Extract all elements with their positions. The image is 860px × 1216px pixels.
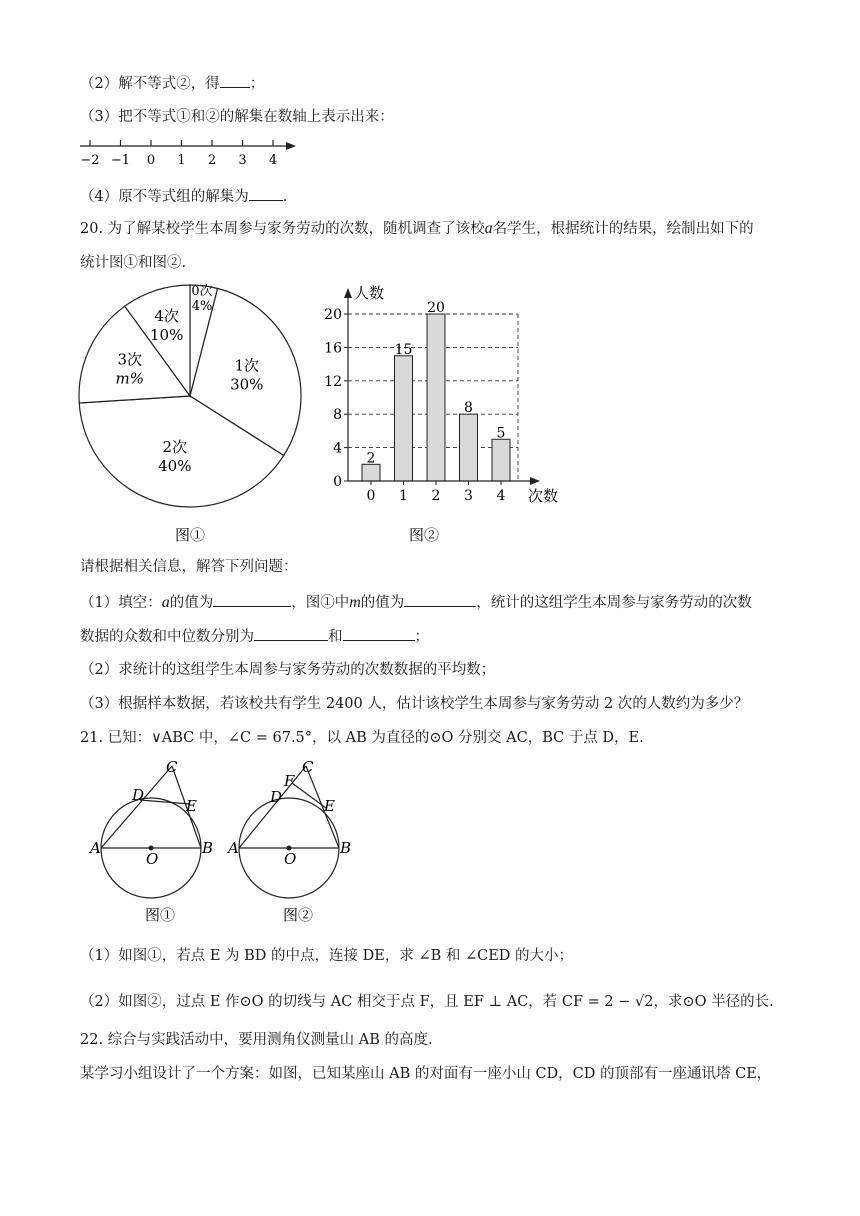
sub1-line2-a: 数据的众数和中位数分别为 [80,629,254,645]
q22-stem: 22. 综合与实践活动中，要用测角仪测量山 AB 的高度. [80,1032,433,1048]
q20-stem-b: 名学生，根据统计的结果，绘制出如下的 [492,221,754,237]
answer-blank [213,592,291,607]
pie-slice-label: 0次 [191,284,213,299]
label-f: F [284,772,295,790]
q19-part2 [80,73,264,94]
label-c: C [302,758,314,776]
var-a: a [161,594,170,611]
pie-slice-pct: 10% [150,326,184,345]
axis-tick-label: −2 [80,153,100,168]
q19-part4-text: （4）原不等式组的解集为 [80,189,249,205]
y-tick-label: 16 [324,340,342,357]
label-a: A [228,839,239,857]
x-tick-label: 0 [366,488,376,504]
label-b: B [340,839,352,857]
axis-tick-label: 0 [146,153,156,168]
pie-slice-pct: m% [115,369,144,388]
bar [395,356,413,481]
pie-slice-label: 4次 [154,307,179,326]
x-tick-label: 3 [464,488,473,504]
x-tick-label: 4 [496,488,506,504]
number-line [74,136,304,170]
label-e: E [324,797,335,815]
bar-value-label: 15 [394,341,413,358]
var-m: m [349,594,361,611]
axis-tick-label: 2 [207,153,217,168]
q20-sub2: （2）求统计的这组学生本周参与家务劳动的次数数据的平均数； [80,662,496,678]
pie-slice-pct: 4% [191,299,213,314]
punct: ； [249,76,265,92]
q21-sub2: （2）如图②，过点 E 作⊙O 的切线与 AC 相交于点 F，且 EF ⊥ AC，若 CF = 2 − √2，求⊙O 半径的长. [80,994,774,1010]
q20-sub3: （3）根据样本数据，若该校共有学生 2400 人，估计该校学生本周参与家务劳动 2 次的人数约为多少？ [80,696,749,712]
q20-stem-a: 20. 为了解某校学生本周参与家务劳动的次数，随机调查了该校 [80,221,485,237]
x-tick-label: 1 [399,488,408,504]
bar-value-label: 5 [496,425,506,442]
label-c: C [166,758,178,776]
q20-stem-line2: 统计图①和图②. [80,255,187,271]
y-tick-label: 0 [333,474,342,490]
y-axis-arrow [344,288,352,298]
y-axis-label: 人数 [354,284,385,302]
y-tick-label: 12 [324,373,342,390]
label-e: E [186,797,197,815]
label-o: O [146,850,159,868]
x-tick-label: 2 [431,488,441,504]
q20-sub1-line2 [80,626,429,647]
q21-stem: 21. 已知：∨ABC 中，∠C = 67.5°，以 AB 为直径的⊙O 分别交 AC，BC 于点 D，E. [80,730,644,746]
label-a: A [90,839,101,857]
bar-value-label: 8 [464,400,473,417]
sub1-line2-b: 和 [328,629,343,645]
bar-value-label: 20 [427,300,445,316]
y-tick-label: 20 [324,307,342,323]
q20-stem [80,219,754,239]
bar [460,414,478,481]
sub1-d: 的值为 [360,595,405,611]
sub1-c: ，图①中 [291,595,350,611]
q22-line2: 某学习小组设计了一个方案：如图，已知某座山 AB 的对面有一座小山 CD，CD 的顶部有一座通讯塔 CE， [80,1066,772,1082]
q20-instruction: 请根据相关信息，解答下列问题： [80,559,298,575]
pie-slice-label: 2次 [162,438,188,457]
fig1-caption: 图① [144,906,176,924]
bar [492,439,510,481]
geometry-figure-2 [226,756,356,928]
pie-slice-pct: 30% [230,375,264,394]
pie-slice-pct: 40% [158,457,192,476]
answer-blank [404,592,476,607]
answer-blank [220,73,250,88]
q19-part3: （3）把不等式①和②的解集在数轴上表示出来： [80,109,394,125]
y-tick-label: 4 [333,440,342,457]
punct: . [282,189,288,205]
pie-caption: 图① [174,526,206,544]
axis-tick-label: −1 [110,153,131,168]
pie-slice-label: 3次 [117,350,143,369]
label-d: D [132,786,145,804]
label-d: D [270,788,283,806]
bar-caption: 图② [408,526,440,544]
geometry-figure-1 [88,756,218,928]
bar [427,314,445,481]
bar-chart [318,280,568,550]
q21-sub1: （1）如图①，若点 E 为 BD 的中点，连接 DE，求 ∠B 和 ∠CED 的大小； [80,948,574,964]
axis-tick-label: 1 [177,153,186,168]
axis-tick-label: 4 [268,153,278,168]
label-b: B [202,839,214,857]
bar [362,464,380,481]
sub1-e: ，统计的这组学生本周参与家务劳动的次数 [476,595,752,611]
answer-blank [249,186,283,201]
var-a: a [484,220,493,237]
q20-sub1 [80,592,752,613]
sub1-line2-c: ； [414,629,429,645]
sub1-b: 的值为 [169,595,214,611]
q19-part4 [80,186,287,207]
bar-value-label: 2 [366,450,376,467]
x-axis-label: 次数 [528,487,559,505]
y-tick-label: 8 [333,407,342,424]
axis-tick-label: 3 [238,153,247,168]
sub1-a: （1）填空： [80,595,162,611]
fig2-caption: 图② [282,906,314,924]
x-axis-arrow [530,477,540,485]
answer-blank [254,626,328,641]
label-o: O [284,850,297,868]
answer-blank [343,626,415,641]
pie-slice-label: 1次 [234,356,260,375]
q19-part2-text: （2）解不等式②，得 [80,76,220,92]
pie-chart [74,284,306,550]
